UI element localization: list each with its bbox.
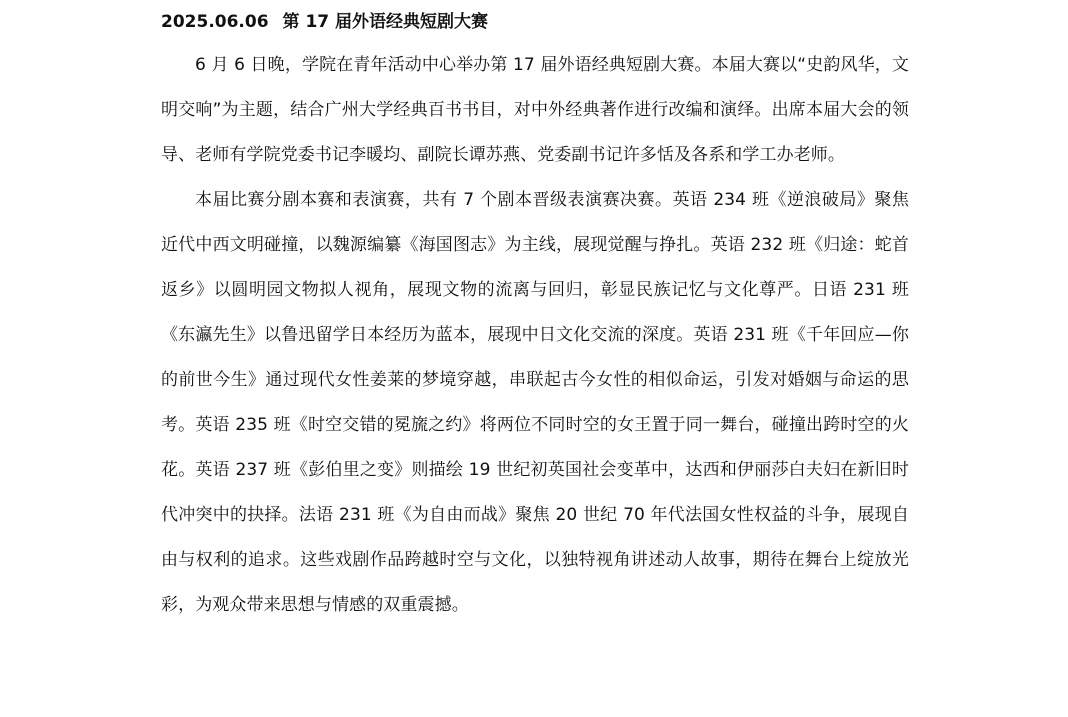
article-paragraph-1: 6 月 6 日晚，学院在青年活动中心举办第 17 届外语经典短剧大赛。本届大赛以“史韵风华，文明交响”为主题，结合广州大学经典百书书目，对中外经典著作进行改编和演绎。出席本届大会的领导、老师有学院党委书记李暖均、副院长谭苏燕、党委副书记许多恬及各系和学工办老师。 [161, 55, 909, 165]
article-headline [161, 0, 909, 43]
article-title: 第 17 届外语经典短剧大赛 [282, 12, 489, 32]
article-paragraph-2: 本届比赛分剧本赛和表演赛，共有 7 个剧本晋级表演赛决赛。英语 234 班《逆浪破局》聚焦近代中西文明碰撞，以魏源编纂《海国图志》为主线，展现觉醒与挣扎。英语 232 班《归途：蛇首返乡》以圆明园文物拟人视角，展现文物的流离与回归，彰显民族记忆与文化尊严。日语 231 班《东瀛先生》以鲁迅留学日本经历为蓝本，展现中日文化交流的深度。英语 231 班《千年回应—你的前世今生》通过现代女性姜莱的梦境穿越，串联起古今女性的相似命运，引发对婚姻与命运的思考。英语 235 班《时空交错的冕旒之约》将两位不同时空的女王置于同一舞台，碰撞出跨时空的火花。英语 237 班《彭伯里之变》则描绘 19 世纪初英国社会变革中，达西和伊丽莎白夫妇在新旧时代冲突中的抉择。法语 231 班《为自由而战》聚焦 20 世纪 70 年代法国女性权益的斗争，展现自由与权利的追求。这些戏剧作品跨越时空与文化，以独特视角讲述动人故事，期待在舞台上绽放光彩，为观众带来思想与情感的双重震撼。 [161, 190, 909, 615]
article-date: 2025.06.06 [161, 12, 269, 32]
news-article [161, 0, 909, 628]
